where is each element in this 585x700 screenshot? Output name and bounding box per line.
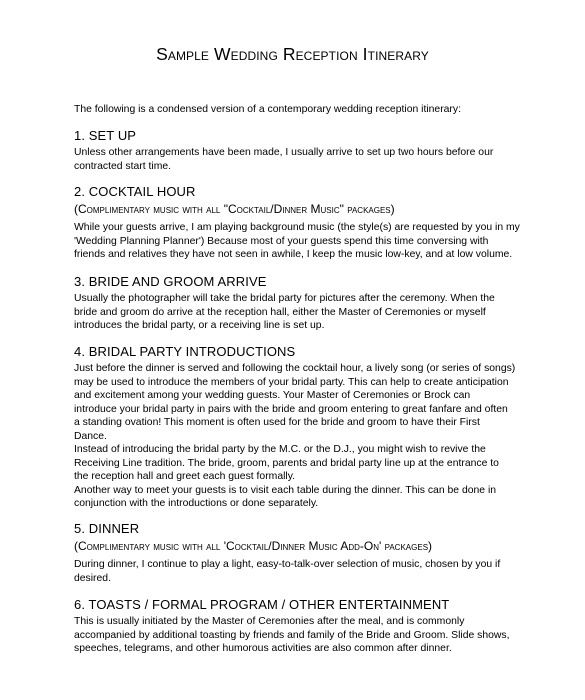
body-line: introduces the bridal party, or a receiving line is set up. bbox=[74, 320, 325, 331]
section-heading: 4. BRIDAL PARTY INTRODUCTIONS bbox=[74, 344, 296, 359]
body-line: Usually the photographer will take the bridal party for pictures after the ceremony. When the bbox=[74, 293, 495, 304]
body-line: accompanied by additional toasting by friends and family of the Bride and Groom. Slide shows, bbox=[74, 629, 510, 641]
body-line: contracted start time. bbox=[74, 160, 172, 172]
body-line: Receiving Line tradition. The bride, groom, parents and bridal party line up at the entrance to bbox=[74, 457, 499, 469]
body-line: During dinner, I continue to play a light, easy-to-talk-over selection of music, chosen by you if bbox=[74, 559, 501, 570]
section-heading: 5. DINNER bbox=[74, 521, 140, 536]
section-subheading: (Complimentary music with all 'Cocktail/Dinner Music Add-On' packages) bbox=[74, 539, 433, 553]
body-line: and excitement among your wedding guests. Your Master of Ceremonies or Brock can bbox=[74, 390, 471, 401]
body-line: 'Wedding Planning Planner') Because most of your guests spend this time conversing with bbox=[74, 235, 489, 247]
body-line: bride and groom do arrive at the reception hall, either the Master of Ceremonies or myself bbox=[74, 306, 486, 318]
body-line: friends and relatives they have not seen in awhile, I keep the music low-key, and at low volume. bbox=[74, 249, 513, 260]
body-line: While your guests arrive, I am playing background music (the style(s) are requested by you in my bbox=[74, 222, 520, 233]
section-bride-groom-arrive bbox=[74, 274, 514, 333]
section-heading: 6. TOASTS / FORMAL PROGRAM / OTHER ENTERTAINMENT bbox=[74, 597, 450, 612]
section-subheading: (Complimentary music with all "Cocktail/Dinner Music" packages) bbox=[74, 202, 395, 216]
body-line: Another way to meet your guests is to visit each table during the dinner. This can be done in bbox=[74, 484, 497, 496]
section-heading: 3. BRIDE AND GROOM ARRIVE bbox=[74, 274, 267, 289]
section-toasts-program bbox=[74, 597, 514, 656]
body-line: desired. bbox=[74, 572, 111, 584]
body-line: introduce your bridal party in pairs with the bride and groom entering to great fanfare and often bbox=[74, 403, 508, 415]
body-line: a standing ovation! This moment is often used for the bride and groom to have their First bbox=[74, 417, 480, 428]
body-line: may be used to introduce the members of your bridal party. This can help to create anticipation bbox=[74, 376, 509, 388]
body-line: the reception hall and greet each guest formally. bbox=[74, 471, 296, 482]
section-cocktail-hour bbox=[74, 184, 520, 262]
body-line: This is usually initiated by the Master of Ceremonies after the meal, and is commonly bbox=[74, 616, 465, 627]
section-set-up bbox=[74, 128, 514, 173]
section-bridal-party-introductions bbox=[74, 344, 514, 511]
section-heading: 1. SET UP bbox=[74, 128, 137, 143]
body-line: Unless other arrangements have been made, I usually arrive to set up two hours before our bbox=[74, 147, 494, 158]
body-line: conjunction with the introductions or done separately. bbox=[74, 498, 319, 509]
body-line: Just before the dinner is served and following the cocktail hour, a lively song (or series of songs) bbox=[74, 363, 516, 374]
body-line: Dance. bbox=[74, 430, 107, 442]
page-title: Sample Wedding Reception Itinerary bbox=[156, 44, 429, 64]
body-line: Instead of introducing the bridal party by the M.C. or the D.J., you might wish to revive the bbox=[74, 444, 486, 455]
section-heading: 2. COCKTAIL HOUR bbox=[74, 184, 196, 199]
intro-paragraph: The following is a condensed version of a contemporary wedding reception itinerary: bbox=[74, 104, 461, 115]
section-dinner bbox=[74, 521, 514, 585]
body-line: speeches, telegrams, and other humorous activities are also common after dinner. bbox=[74, 643, 452, 654]
